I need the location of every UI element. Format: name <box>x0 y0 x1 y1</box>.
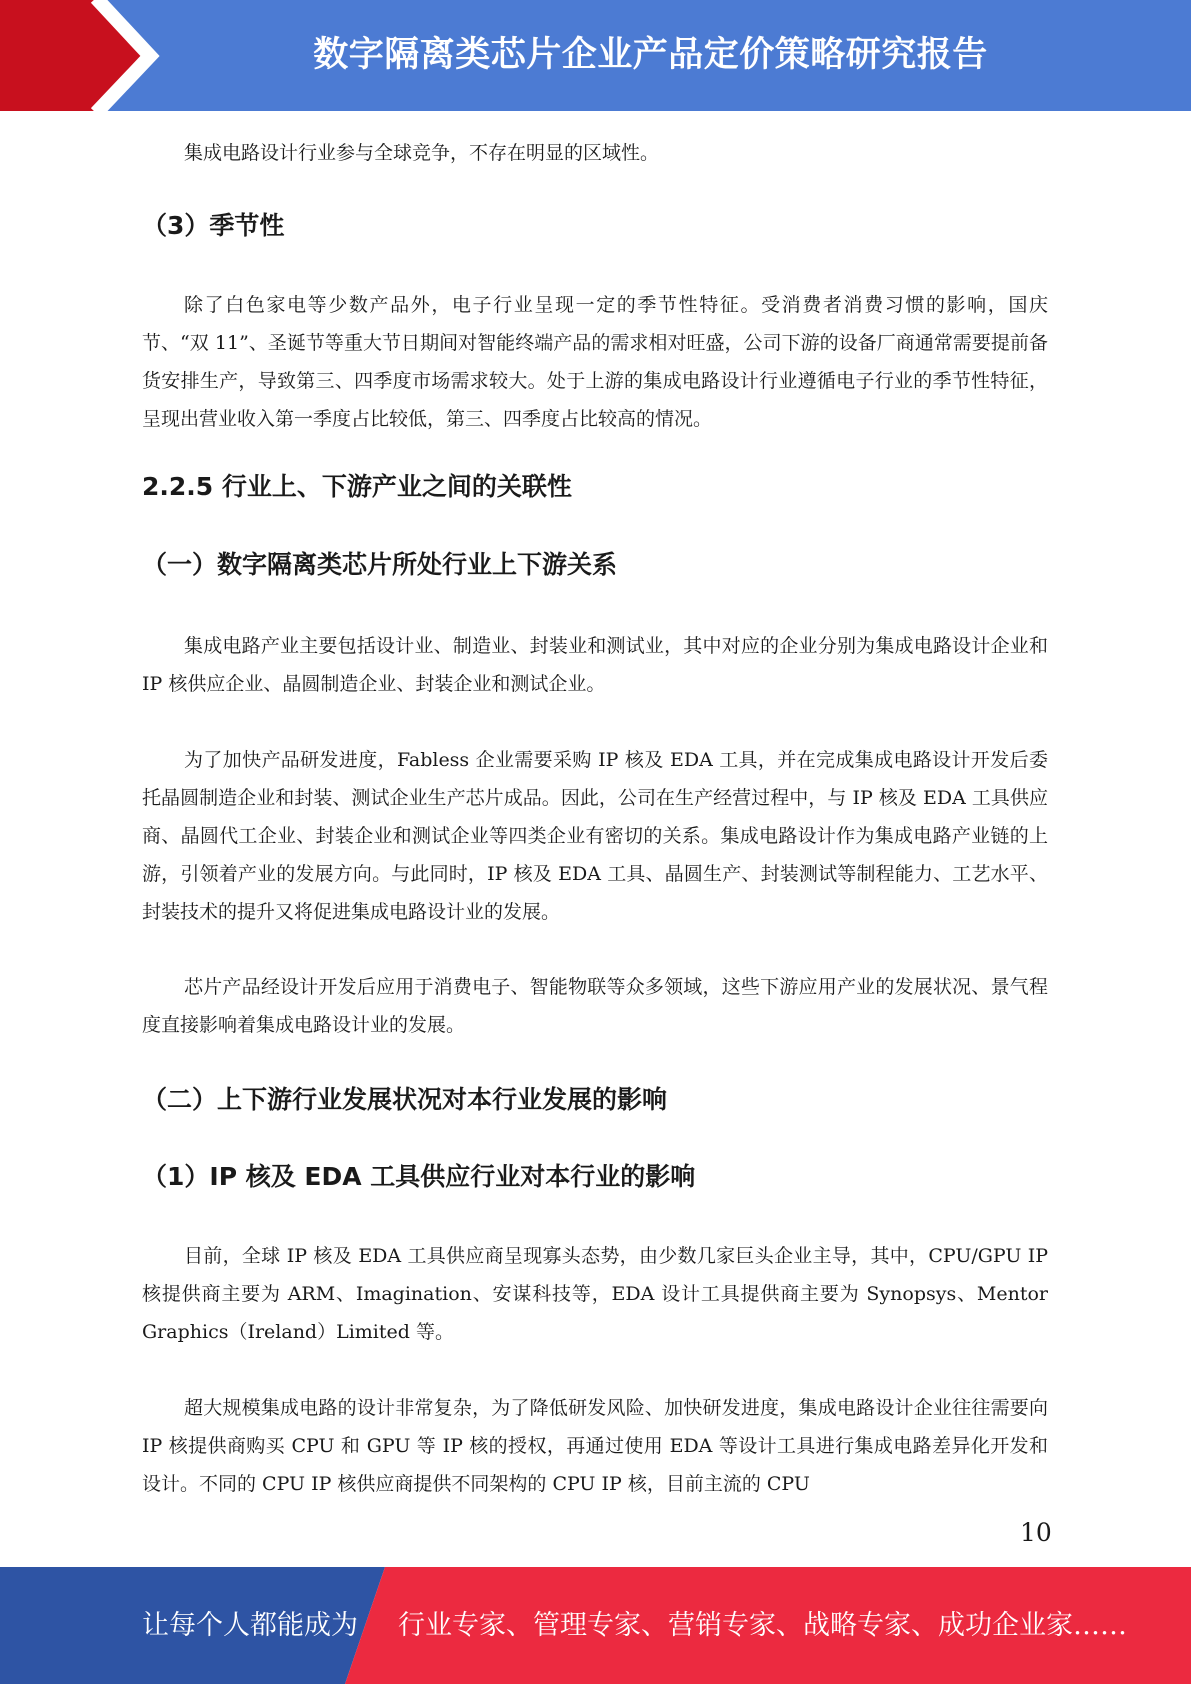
paragraph-vlsi-design: 超大规模集成电路的设计非常复杂，为了降低研发风险、加快研发进度，集成电路设计企业往往需要向 IP 核提供商购买 CPU 和 GPU 等 IP 核的授权，再通过使用 EDA 等设计工具进行集成电路差异化开发和设计。不同的 CPU IP 核供应商提供不同架构的 CPU IP 核，目前主流的 CPU <box>142 1397 1048 1495</box>
report-title: 数字隔离类芯片企业产品定价策略研究报告 <box>313 35 988 75</box>
footer-slogan-right: 行业专家、管理专家、营销专家、战略专家、成功企业家…… <box>398 1610 1127 1641</box>
paragraph-seasonality: 除了白色家电等少数产品外，电子行业呈现一定的季节性特征。受消费者消费习惯的影响，国庆节、“双 11”、圣诞节等重大节日期间对智能终端产品的需求相对旺盛，公司下游的设备厂商通常需要提前备货安排生产，导致第三、四季度市场需求较大。处于上游的集成电路设计行业遵循电子行业的季节性特征，呈现出营业收入第一季度占比较低，第三、四季度占比较高的情况。 <box>142 294 1048 430</box>
header-banner <box>0 0 1191 111</box>
paragraph-regional: 集成电路设计行业参与全球竞争，不存在明显的区域性。 <box>184 142 660 164</box>
page-number: 10 <box>1020 1518 1052 1547</box>
footer-banner <box>0 1567 1191 1684</box>
paragraph-ic-industry: 集成电路产业主要包括设计业、制造业、封装业和测试业，其中对应的企业分别为集成电路设计企业和 IP 核供应企业、晶圆制造企业、封装企业和测试企业。 <box>142 635 1048 695</box>
footer-slogan-left: 让每个人都能成为 <box>142 1610 358 1641</box>
heading-upstream-downstream: （一）数字隔离类芯片所处行业上下游关系 <box>142 550 618 579</box>
paragraph-fabless: 为了加快产品研发进度，Fabless 企业需要采购 IP 核及 EDA 工具，并在完成集成电路设计开发后委托晶圆制造企业和封装、测试企业生产芯片成品。因此，公司在生产经营过程中，与 IP 核及 EDA 工具供应商、晶圆代工企业、封装企业和测试企业等四类企业有密切的关系。集成电路设计作为集成电路产业链的上游，引领着产业的发展方向。与此同时，IP 核及 EDA 工具、晶圆生产、封装测试等制程能力、工艺水平、封装技术的提升又将促进集成电路设计业的发展。 <box>142 749 1048 923</box>
heading-seasonality: （3）季节性 <box>142 211 285 240</box>
paragraph-downstream-apps: 芯片产品经设计开发后应用于消费电子、智能物联等众多领域，这些下游应用产业的发展状况、景气程度直接影响着集成电路设计业的发展。 <box>142 976 1048 1036</box>
section-heading-2-2-5: 2.2.5 行业上、下游产业之间的关联性 <box>142 472 572 501</box>
paragraph-ip-eda-suppliers: 目前，全球 IP 核及 EDA 工具供应商呈现寡头态势，由少数几家巨头企业主导，其中，CPU/GPU IP 核提供商主要为 ARM、Imagination、安谋科技等，EDA 设计工具提供商主要为 Synopsys、Mentor Graphics（Ireland）Limited 等。 <box>142 1245 1048 1343</box>
heading-upstream-impact: （二）上下游行业发展状况对本行业发展的影响 <box>142 1085 668 1114</box>
heading-ip-eda-impact: （1）IP 核及 EDA 工具供应行业对本行业的影响 <box>142 1162 696 1191</box>
